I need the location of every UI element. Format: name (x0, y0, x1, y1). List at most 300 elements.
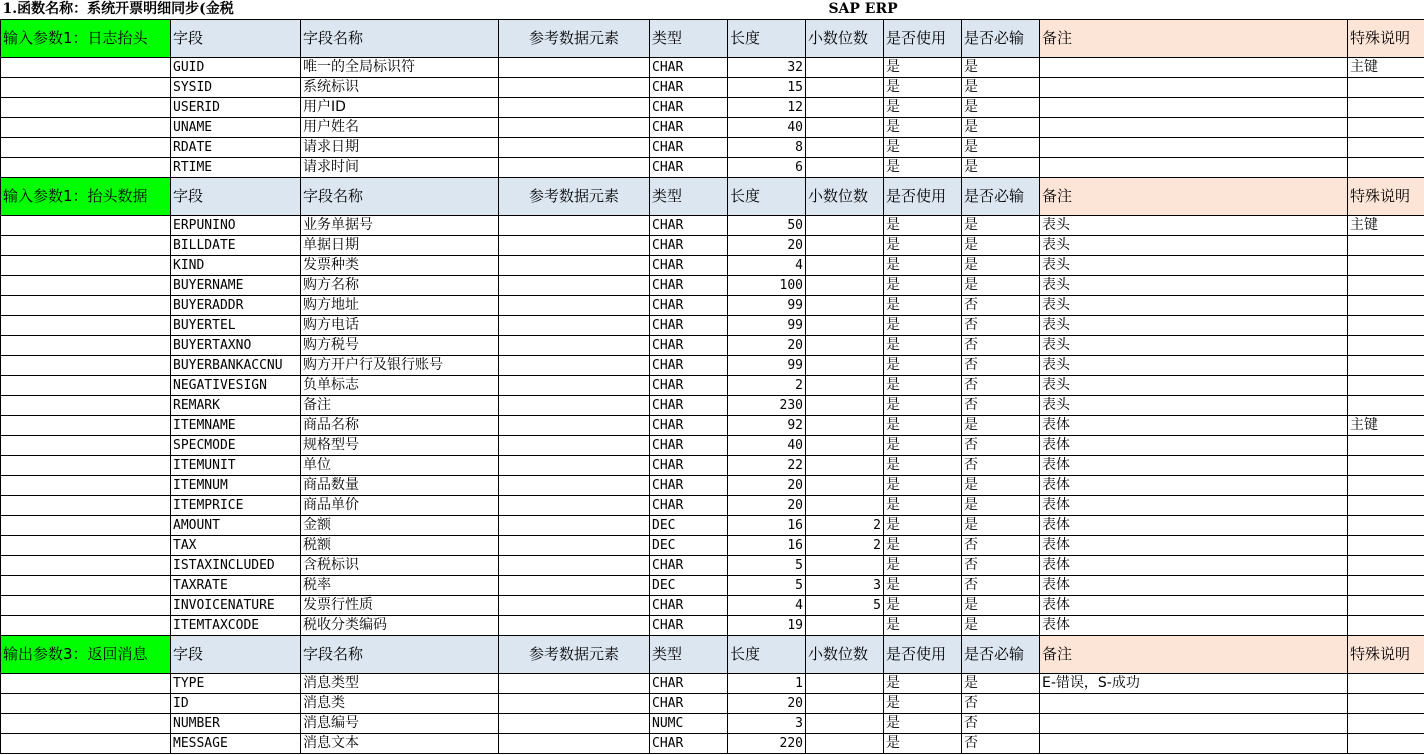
cell-special (1348, 476, 1424, 496)
cell-field-name: 消息类 (301, 694, 499, 714)
cell-length: 2 (728, 376, 806, 396)
cell-field: ISTAXINCLUDED (171, 556, 301, 576)
table-row (1, 556, 1424, 576)
cell-used: 是 (884, 276, 962, 296)
column-header-required: 是否必输 (962, 20, 1040, 58)
cell-decimals (806, 98, 884, 118)
cell-type: CHAR (650, 316, 728, 336)
table-row (1, 396, 1424, 416)
cell-decimals (806, 118, 884, 138)
table-row (1, 734, 1424, 754)
cell-type: DEC (650, 516, 728, 536)
section-header-row (1, 20, 1424, 58)
row-gutter-cell (1, 556, 171, 576)
column-header-decimals: 小数位数 (806, 636, 884, 674)
cell-type: CHAR (650, 276, 728, 296)
cell-remark: 表头 (1040, 316, 1348, 336)
column-header-used: 是否使用 (884, 636, 962, 674)
cell-type: CHAR (650, 734, 728, 754)
row-gutter-cell (1, 516, 171, 536)
cell-special (1348, 674, 1424, 694)
cell-type: CHAR (650, 216, 728, 236)
cell-special (1348, 296, 1424, 316)
table-row (1, 576, 1424, 596)
cell-ref-element (499, 456, 650, 476)
cell-field-name: 消息文本 (301, 734, 499, 754)
cell-length: 99 (728, 356, 806, 376)
cell-required: 是 (962, 416, 1040, 436)
cell-remark (1040, 158, 1348, 178)
cell-field: TAX (171, 536, 301, 556)
cell-used: 是 (884, 516, 962, 536)
cell-field: GUID (171, 58, 301, 78)
cell-required: 是 (962, 118, 1040, 138)
row-gutter-cell (1, 734, 171, 754)
row-gutter-cell (1, 138, 171, 158)
cell-field-name: 购方开户行及银行账号 (301, 356, 499, 376)
column-header-remark: 备注 (1040, 178, 1348, 216)
column-header-remark: 备注 (1040, 20, 1348, 58)
cell-type: CHAR (650, 138, 728, 158)
cell-ref-element (499, 516, 650, 536)
column-header-special: 特殊说明 (1348, 178, 1424, 216)
cell-field: BUYERBANKACCNU (171, 356, 301, 376)
cell-decimals (806, 158, 884, 178)
cell-ref-element (499, 276, 650, 296)
cell-decimals (806, 216, 884, 236)
cell-field: BUYERADDR (171, 296, 301, 316)
cell-required: 否 (962, 336, 1040, 356)
cell-field: AMOUNT (171, 516, 301, 536)
cell-special (1348, 78, 1424, 98)
table-row (1, 376, 1424, 396)
cell-type: CHAR (650, 336, 728, 356)
table-row (1, 58, 1424, 78)
column-header-remark: 备注 (1040, 636, 1348, 674)
row-gutter-cell (1, 536, 171, 556)
cell-required: 是 (962, 78, 1040, 98)
cell-decimals (806, 396, 884, 416)
cell-field: ITEMNAME (171, 416, 301, 436)
cell-length: 5 (728, 576, 806, 596)
cell-remark: 表头 (1040, 336, 1348, 356)
column-header-required: 是否必输 (962, 178, 1040, 216)
cell-length: 3 (728, 714, 806, 734)
cell-special (1348, 734, 1424, 754)
cell-ref-element (499, 714, 650, 734)
cell-field-name: 备注 (301, 396, 499, 416)
cell-ref-element (499, 674, 650, 694)
section-label: 输入参数1：抬头数据 (1, 178, 171, 216)
row-gutter-cell (1, 58, 171, 78)
cell-special (1348, 98, 1424, 118)
cell-ref-element (499, 694, 650, 714)
cell-special: 主键 (1348, 416, 1424, 436)
cell-ref-element (499, 58, 650, 78)
cell-type: CHAR (650, 476, 728, 496)
cell-special (1348, 356, 1424, 376)
cell-required: 是 (962, 216, 1040, 236)
cell-used: 是 (884, 674, 962, 694)
cell-ref-element (499, 734, 650, 754)
cell-required: 否 (962, 556, 1040, 576)
cell-decimals (806, 138, 884, 158)
cell-remark: 表体 (1040, 416, 1348, 436)
cell-ref-element (499, 356, 650, 376)
cell-length: 6 (728, 158, 806, 178)
row-gutter-cell (1, 694, 171, 714)
cell-type: CHAR (650, 256, 728, 276)
row-gutter-cell (1, 296, 171, 316)
cell-type: CHAR (650, 58, 728, 78)
table-row (1, 98, 1424, 118)
cell-decimals (806, 336, 884, 356)
cell-decimals (806, 674, 884, 694)
cell-decimals (806, 316, 884, 336)
cell-used: 是 (884, 436, 962, 456)
cell-decimals (806, 416, 884, 436)
cell-remark: 表头 (1040, 236, 1348, 256)
cell-length: 8 (728, 138, 806, 158)
cell-length: 20 (728, 476, 806, 496)
cell-remark (1040, 714, 1348, 734)
table-row (1, 336, 1424, 356)
cell-required: 否 (962, 576, 1040, 596)
table-row (1, 416, 1424, 436)
cell-field: MESSAGE (171, 734, 301, 754)
cell-used: 是 (884, 734, 962, 754)
cell-type: CHAR (650, 416, 728, 436)
cell-field: NUMBER (171, 714, 301, 734)
row-gutter-cell (1, 674, 171, 694)
row-gutter-cell (1, 476, 171, 496)
cell-decimals (806, 616, 884, 636)
cell-ref-element (499, 296, 650, 316)
cell-remark: 表体 (1040, 576, 1348, 596)
cell-decimals (806, 78, 884, 98)
cell-field: ITEMNUM (171, 476, 301, 496)
cell-ref-element (499, 616, 650, 636)
cell-length: 16 (728, 536, 806, 556)
cell-field-name: 商品名称 (301, 416, 499, 436)
cell-remark: 表头 (1040, 296, 1348, 316)
cell-length: 22 (728, 456, 806, 476)
row-gutter-cell (1, 376, 171, 396)
cell-remark: 表头 (1040, 276, 1348, 296)
cell-length: 220 (728, 734, 806, 754)
cell-required: 是 (962, 276, 1040, 296)
cell-length: 1 (728, 674, 806, 694)
cell-type: DEC (650, 536, 728, 556)
table-row (1, 236, 1424, 256)
cell-remark (1040, 98, 1348, 118)
row-gutter-cell (1, 576, 171, 596)
cell-ref-element (499, 138, 650, 158)
cell-type: CHAR (650, 296, 728, 316)
row-gutter-cell (1, 356, 171, 376)
row-gutter-cell (1, 158, 171, 178)
cell-required: 否 (962, 376, 1040, 396)
column-header-special: 特殊说明 (1348, 636, 1424, 674)
cell-required: 否 (962, 436, 1040, 456)
cell-required: 是 (962, 98, 1040, 118)
cell-type: CHAR (650, 694, 728, 714)
cell-remark (1040, 138, 1348, 158)
cell-decimals (806, 356, 884, 376)
table-row (1, 694, 1424, 714)
cell-field-name: 唯一的全局标识符 (301, 58, 499, 78)
cell-special (1348, 336, 1424, 356)
cell-special (1348, 694, 1424, 714)
cell-required: 否 (962, 536, 1040, 556)
cell-remark: 表头 (1040, 216, 1348, 236)
cell-decimals (806, 276, 884, 296)
cell-decimals (806, 296, 884, 316)
cell-special (1348, 456, 1424, 476)
cell-decimals (806, 376, 884, 396)
cell-special (1348, 256, 1424, 276)
table-row (1, 596, 1424, 616)
cell-special (1348, 496, 1424, 516)
cell-used: 是 (884, 416, 962, 436)
cell-length: 99 (728, 296, 806, 316)
cell-type: CHAR (650, 376, 728, 396)
cell-ref-element (499, 476, 650, 496)
cell-used: 是 (884, 138, 962, 158)
cell-field: RDATE (171, 138, 301, 158)
cell-field: SPECMODE (171, 436, 301, 456)
cell-required: 否 (962, 734, 1040, 754)
cell-type: DEC (650, 576, 728, 596)
cell-used: 是 (884, 356, 962, 376)
table-row (1, 516, 1424, 536)
cell-length: 12 (728, 98, 806, 118)
cell-required: 是 (962, 596, 1040, 616)
column-header-used: 是否使用 (884, 20, 962, 58)
cell-decimals (806, 436, 884, 456)
row-gutter-cell (1, 336, 171, 356)
cell-used: 是 (884, 158, 962, 178)
cell-used: 是 (884, 596, 962, 616)
cell-field-name: 发票种类 (301, 256, 499, 276)
cell-field-name: 发票行性质 (301, 596, 499, 616)
table-row (1, 316, 1424, 336)
cell-decimals (806, 496, 884, 516)
cell-decimals (806, 714, 884, 734)
cell-field: BUYERNAME (171, 276, 301, 296)
cell-type: CHAR (650, 496, 728, 516)
cell-ref-element (499, 376, 650, 396)
row-gutter-cell (1, 436, 171, 456)
column-header-field-name: 字段名称 (301, 636, 499, 674)
table-row (1, 436, 1424, 456)
cell-remark: 表体 (1040, 596, 1348, 616)
column-header-field: 字段 (171, 20, 301, 58)
cell-field-name: 规格型号 (301, 436, 499, 456)
cell-special (1348, 158, 1424, 178)
column-header-ref-element: 参考数据元素 (499, 20, 650, 58)
cell-field-name: 单位 (301, 456, 499, 476)
cell-used: 是 (884, 536, 962, 556)
cell-ref-element (499, 98, 650, 118)
cell-special (1348, 138, 1424, 158)
cell-ref-element (499, 436, 650, 456)
cell-type: CHAR (650, 616, 728, 636)
cell-type: CHAR (650, 78, 728, 98)
column-header-special: 特殊说明 (1348, 20, 1424, 58)
table-row (1, 276, 1424, 296)
cell-type: CHAR (650, 674, 728, 694)
cell-field-name: 购方税号 (301, 336, 499, 356)
table-row (1, 158, 1424, 178)
cell-field-name: 购方地址 (301, 296, 499, 316)
row-gutter-cell (1, 316, 171, 336)
cell-remark: 表体 (1040, 556, 1348, 576)
cell-remark: 表头 (1040, 396, 1348, 416)
cell-special: 主键 (1348, 58, 1424, 78)
cell-required: 否 (962, 356, 1040, 376)
cell-length: 19 (728, 616, 806, 636)
table-row (1, 616, 1424, 636)
cell-field-name: 请求时间 (301, 158, 499, 178)
cell-required: 是 (962, 616, 1040, 636)
cell-length: 32 (728, 58, 806, 78)
cell-decimals (806, 556, 884, 576)
cell-used: 是 (884, 118, 962, 138)
cell-ref-element (499, 556, 650, 576)
cell-field-name: 单据日期 (301, 236, 499, 256)
cell-remark: 表头 (1040, 376, 1348, 396)
cell-required: 是 (962, 138, 1040, 158)
cell-remark: 表体 (1040, 436, 1348, 456)
cell-field-name: 税率 (301, 576, 499, 596)
cell-ref-element (499, 216, 650, 236)
column-header-type: 类型 (650, 178, 728, 216)
cell-decimals: 2 (806, 536, 884, 556)
cell-required: 否 (962, 396, 1040, 416)
cell-length: 92 (728, 416, 806, 436)
cell-field: USERID (171, 98, 301, 118)
cell-field-name: 购方电话 (301, 316, 499, 336)
cell-special (1348, 516, 1424, 536)
cell-field-name: 商品单价 (301, 496, 499, 516)
cell-ref-element (499, 236, 650, 256)
cell-ref-element (499, 158, 650, 178)
cell-length: 16 (728, 516, 806, 536)
cell-field: ITEMTAXCODE (171, 616, 301, 636)
section-label: 输入参数1：日志抬头 (1, 20, 171, 58)
row-gutter-cell (1, 616, 171, 636)
cell-field-name: 金额 (301, 516, 499, 536)
row-gutter-cell (1, 216, 171, 236)
cell-required: 是 (962, 58, 1040, 78)
cell-remark: 表体 (1040, 476, 1348, 496)
table-row (1, 476, 1424, 496)
cell-required: 是 (962, 236, 1040, 256)
cell-type: CHAR (650, 356, 728, 376)
cell-used: 是 (884, 256, 962, 276)
cell-type: CHAR (650, 98, 728, 118)
cell-length: 230 (728, 396, 806, 416)
cell-used: 是 (884, 496, 962, 516)
cell-remark: 表体 (1040, 496, 1348, 516)
column-header-required: 是否必输 (962, 636, 1040, 674)
cell-decimals: 3 (806, 576, 884, 596)
cell-field: BUYERTEL (171, 316, 301, 336)
cell-field-name: 消息类型 (301, 674, 499, 694)
cell-used: 是 (884, 336, 962, 356)
cell-required: 否 (962, 456, 1040, 476)
cell-field-name: 用户ID (301, 98, 499, 118)
cell-length: 4 (728, 256, 806, 276)
cell-field: SYSID (171, 78, 301, 98)
cell-length: 5 (728, 556, 806, 576)
cell-field-name: 商品数量 (301, 476, 499, 496)
title-row (1, 0, 1424, 20)
cell-field: REMARK (171, 396, 301, 416)
cell-special (1348, 556, 1424, 576)
table-row (1, 536, 1424, 556)
cell-length: 20 (728, 236, 806, 256)
column-header-field: 字段 (171, 178, 301, 216)
cell-required: 否 (962, 316, 1040, 336)
cell-field-name: 负单标志 (301, 376, 499, 396)
column-header-decimals: 小数位数 (806, 178, 884, 216)
cell-field-name: 消息编号 (301, 714, 499, 734)
cell-ref-element (499, 576, 650, 596)
cell-used: 是 (884, 456, 962, 476)
cell-length: 40 (728, 118, 806, 138)
cell-required: 是 (962, 496, 1040, 516)
cell-field-name: 税收分类编码 (301, 616, 499, 636)
section-header-row (1, 636, 1424, 674)
cell-used: 是 (884, 236, 962, 256)
cell-special (1348, 396, 1424, 416)
system-name: SAP ERP (828, 1, 898, 17)
table-row (1, 138, 1424, 158)
cell-remark: 表体 (1040, 536, 1348, 556)
cell-remark: 表体 (1040, 516, 1348, 536)
table-row (1, 456, 1424, 476)
cell-required: 否 (962, 296, 1040, 316)
cell-remark: 表头 (1040, 256, 1348, 276)
row-gutter-cell (1, 714, 171, 734)
column-header-length: 长度 (728, 20, 806, 58)
cell-required: 是 (962, 476, 1040, 496)
column-header-type: 类型 (650, 636, 728, 674)
row-gutter-cell (1, 78, 171, 98)
cell-field: KIND (171, 256, 301, 276)
cell-type: CHAR (650, 556, 728, 576)
cell-field: TAXRATE (171, 576, 301, 596)
row-gutter-cell (1, 496, 171, 516)
cell-used: 是 (884, 316, 962, 336)
cell-ref-element (499, 256, 650, 276)
cell-field-name: 业务单据号 (301, 216, 499, 236)
cell-length: 40 (728, 436, 806, 456)
cell-ref-element (499, 416, 650, 436)
cell-field-name: 税额 (301, 536, 499, 556)
cell-field-name: 含税标识 (301, 556, 499, 576)
cell-length: 20 (728, 496, 806, 516)
row-gutter-cell (1, 118, 171, 138)
row-gutter-cell (1, 596, 171, 616)
cell-ref-element (499, 536, 650, 556)
cell-used: 是 (884, 396, 962, 416)
cell-remark (1040, 58, 1348, 78)
cell-decimals: 5 (806, 596, 884, 616)
cell-type: CHAR (650, 118, 728, 138)
